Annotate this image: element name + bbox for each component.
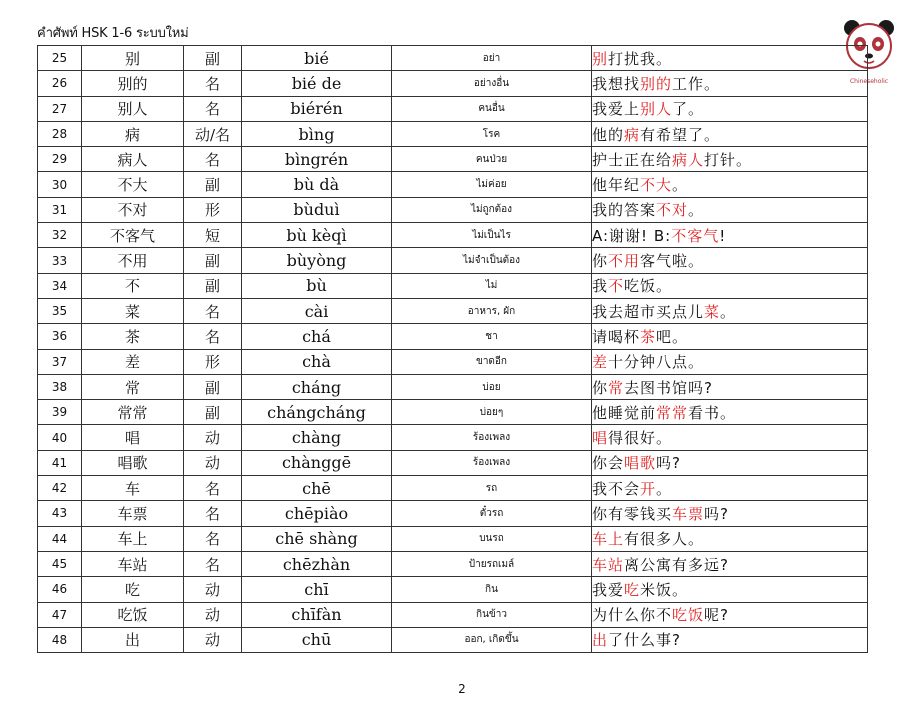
pinyin: bìngrén — [242, 147, 392, 172]
chinese-word: 唱歌 — [82, 450, 184, 475]
row-number: 38 — [38, 374, 82, 399]
chinese-word: 差 — [82, 349, 184, 374]
sentence-text: 吧。 — [656, 327, 689, 346]
part-of-speech: 名 — [184, 526, 242, 551]
part-of-speech: 动 — [184, 602, 242, 627]
highlighted-word: 车票 — [672, 504, 705, 523]
highlighted-word: 菜 — [704, 302, 721, 321]
thai-meaning: ไม่ถูกต้อง — [392, 197, 592, 222]
sentence-text: 有很多人。 — [624, 530, 705, 549]
highlighted-word: 唱歌 — [624, 454, 657, 473]
highlighted-word: 常常 — [656, 403, 689, 422]
table-row — [38, 450, 868, 475]
part-of-speech: 动 — [184, 577, 242, 602]
pinyin: bù — [242, 273, 392, 298]
thai-meaning: ร้องเพลง — [392, 425, 592, 450]
highlighted-word: 别的 — [640, 74, 673, 93]
chinese-word: 别的 — [82, 71, 184, 96]
example-sentence — [592, 349, 868, 374]
pinyin: bié — [242, 46, 392, 71]
chinese-word: 吃饭 — [82, 602, 184, 627]
table-row — [38, 71, 868, 96]
thai-meaning: คนป่วย — [392, 147, 592, 172]
row-number: 40 — [38, 425, 82, 450]
table-row — [38, 627, 868, 652]
highlighted-word: 唱 — [592, 429, 609, 448]
row-number: 45 — [38, 551, 82, 576]
pinyin: biérén — [242, 96, 392, 121]
chinese-word: 出 — [82, 627, 184, 652]
highlighted-word: 不客气 — [671, 226, 720, 245]
page-number: 2 — [458, 682, 466, 696]
row-number: 48 — [38, 627, 82, 652]
pinyin: chànggē — [242, 450, 392, 475]
chinese-word: 别人 — [82, 96, 184, 121]
part-of-speech: 名 — [184, 476, 242, 501]
part-of-speech: 副 — [184, 46, 242, 71]
chinese-word: 不大 — [82, 172, 184, 197]
example-sentence — [592, 400, 868, 425]
chinese-word: 常 — [82, 374, 184, 399]
part-of-speech: 副 — [184, 248, 242, 273]
part-of-speech: 名 — [184, 96, 242, 121]
thai-meaning: บ่อยๆ — [392, 400, 592, 425]
thai-meaning: ตั๋วรถ — [392, 501, 592, 526]
thai-meaning: ไม่ — [392, 273, 592, 298]
pinyin: chī — [242, 577, 392, 602]
highlighted-word: 不对 — [656, 201, 689, 220]
row-number: 30 — [38, 172, 82, 197]
sentence-text: 我想找 — [592, 74, 641, 93]
highlighted-word: 吃 — [624, 580, 641, 599]
pinyin: bù dà — [242, 172, 392, 197]
part-of-speech: 短 — [184, 223, 242, 248]
highlighted-word: 吃饭 — [672, 606, 705, 625]
pinyin: bù kèqì — [242, 223, 392, 248]
table-row — [38, 223, 868, 248]
sentence-text: 看书。 — [688, 403, 737, 422]
part-of-speech: 副 — [184, 273, 242, 298]
row-number: 34 — [38, 273, 82, 298]
table-row — [38, 526, 868, 551]
row-number: 37 — [38, 349, 82, 374]
pinyin: chá — [242, 324, 392, 349]
row-number: 44 — [38, 526, 82, 551]
thai-meaning: ออก, เกิดขึ้น — [392, 627, 592, 652]
sentence-text: 了。 — [672, 100, 705, 119]
table-row — [38, 121, 868, 146]
row-number: 31 — [38, 197, 82, 222]
thai-meaning: ไม่ค่อย — [392, 172, 592, 197]
row-number: 27 — [38, 96, 82, 121]
thai-meaning: ป้ายรถเมล์ — [392, 551, 592, 576]
row-number: 43 — [38, 501, 82, 526]
example-sentence — [592, 577, 868, 602]
row-number: 29 — [38, 147, 82, 172]
part-of-speech: 动 — [184, 627, 242, 652]
thai-meaning: ไม่จำเป็นต้อง — [392, 248, 592, 273]
thai-meaning: บนรถ — [392, 526, 592, 551]
sentence-text: 吗? — [656, 454, 681, 473]
pinyin: cháng — [242, 374, 392, 399]
part-of-speech: 动 — [184, 425, 242, 450]
chinese-word: 别 — [82, 46, 184, 71]
table-row — [38, 147, 868, 172]
chinese-word: 菜 — [82, 298, 184, 323]
part-of-speech: 形 — [184, 349, 242, 374]
thai-meaning: ขาดอีก — [392, 349, 592, 374]
example-sentence — [592, 197, 868, 222]
sentence-text: 离公寓有多远? — [624, 555, 729, 574]
sentence-text: 我不会 — [592, 479, 641, 498]
table-row — [38, 349, 868, 374]
chinese-word: 茶 — [82, 324, 184, 349]
table-row — [38, 324, 868, 349]
chinese-word: 吃 — [82, 577, 184, 602]
sentence-text: 。 — [688, 201, 705, 220]
chinese-word: 车票 — [82, 501, 184, 526]
table-row — [38, 248, 868, 273]
sentence-text: 。 — [672, 176, 689, 195]
pinyin: chēpiào — [242, 501, 392, 526]
example-sentence — [592, 298, 868, 323]
sentence-text: 你 — [592, 378, 609, 397]
row-number: 39 — [38, 400, 82, 425]
highlighted-word: 差 — [592, 353, 609, 372]
highlighted-word: 出 — [592, 631, 609, 650]
logo-text: Chineseholic — [849, 78, 889, 85]
part-of-speech: 名 — [184, 71, 242, 96]
example-sentence — [592, 374, 868, 399]
row-number: 36 — [38, 324, 82, 349]
vocabulary-table — [37, 45, 868, 653]
row-number: 25 — [38, 46, 82, 71]
sentence-text: 打扰我。 — [608, 49, 673, 68]
highlighted-word: 常 — [608, 378, 625, 397]
highlighted-word: 开 — [640, 479, 657, 498]
pinyin: chē — [242, 476, 392, 501]
table-row — [38, 298, 868, 323]
vocabulary-table-body — [38, 46, 868, 653]
sentence-text: 我 — [592, 277, 609, 296]
document-title: คำศัพท์ HSK 1-6 ระบบใหม่ — [37, 26, 189, 41]
sentence-text: ! — [719, 226, 727, 245]
table-row — [38, 400, 868, 425]
thai-meaning: คนอื่น — [392, 96, 592, 121]
sentence-text: 他睡觉前 — [592, 403, 657, 422]
pinyin: bùyòng — [242, 248, 392, 273]
highlighted-word: 不大 — [640, 176, 673, 195]
example-sentence — [592, 476, 868, 501]
table-row — [38, 501, 868, 526]
highlighted-word: 病 — [624, 125, 641, 144]
example-sentence — [592, 71, 868, 96]
sentence-text: 你有零钱买 — [592, 504, 673, 523]
pinyin: bìng — [242, 121, 392, 146]
row-number: 32 — [38, 223, 82, 248]
example-sentence — [592, 96, 868, 121]
sentence-text: 你会 — [592, 454, 625, 473]
sentence-text: 客气啦。 — [640, 252, 705, 271]
pinyin: chàng — [242, 425, 392, 450]
sentence-text: 。 — [656, 479, 673, 498]
chinese-word: 不用 — [82, 248, 184, 273]
part-of-speech: 动/名 — [184, 121, 242, 146]
chinese-word: 不 — [82, 273, 184, 298]
chinese-word: 唱 — [82, 425, 184, 450]
pinyin: chángcháng — [242, 400, 392, 425]
sentence-text: 他年纪 — [592, 176, 641, 195]
table-row — [38, 476, 868, 501]
part-of-speech: 名 — [184, 324, 242, 349]
thai-meaning: อย่า — [392, 46, 592, 71]
row-number: 35 — [38, 298, 82, 323]
example-sentence — [592, 450, 868, 475]
pinyin: cài — [242, 298, 392, 323]
table-row — [38, 602, 868, 627]
table-row — [38, 551, 868, 576]
sentence-text: 了什么事? — [608, 631, 681, 650]
sentence-text: 我的答案 — [592, 201, 657, 220]
thai-meaning: โรค — [392, 121, 592, 146]
highlighted-word: 车上 — [592, 530, 625, 549]
sentence-text: 米饭。 — [640, 580, 689, 599]
sentence-text: 得很好。 — [608, 429, 673, 448]
thai-meaning: รถ — [392, 476, 592, 501]
example-sentence — [592, 248, 868, 273]
example-sentence — [592, 46, 868, 71]
table-row — [38, 273, 868, 298]
table-row — [38, 425, 868, 450]
sentence-text: 工作。 — [672, 74, 721, 93]
example-sentence — [592, 551, 868, 576]
highlighted-word: 不 — [608, 277, 625, 296]
chinese-word: 病人 — [82, 147, 184, 172]
thai-meaning: กิน — [392, 577, 592, 602]
sentence-text: 吃饭。 — [624, 277, 673, 296]
sentence-text: 请喝杯 — [592, 327, 641, 346]
part-of-speech: 名 — [184, 298, 242, 323]
example-sentence — [592, 273, 868, 298]
chinese-word: 车站 — [82, 551, 184, 576]
table-row — [38, 96, 868, 121]
part-of-speech: 副 — [184, 172, 242, 197]
example-sentence — [592, 501, 868, 526]
table-row — [38, 374, 868, 399]
thai-meaning: กินข้าว — [392, 602, 592, 627]
row-number: 28 — [38, 121, 82, 146]
sentence-text: 有希望了。 — [640, 125, 721, 144]
sentence-text: 为什么你不 — [592, 606, 673, 625]
sentence-text: 。 — [720, 302, 737, 321]
row-number: 47 — [38, 602, 82, 627]
part-of-speech: 名 — [184, 501, 242, 526]
sentence-text: 呢? — [704, 606, 729, 625]
table-row — [38, 197, 868, 222]
thai-meaning: ไม่เป็นไร — [392, 223, 592, 248]
highlighted-word: 别人 — [640, 100, 673, 119]
sentence-text: 我爱 — [592, 580, 625, 599]
thai-meaning: อย่างอื่น — [392, 71, 592, 96]
part-of-speech: 名 — [184, 551, 242, 576]
sentence-text: 他的 — [592, 125, 625, 144]
part-of-speech: 动 — [184, 450, 242, 475]
table-row — [38, 577, 868, 602]
sentence-text: A:谢谢! B: — [592, 226, 672, 245]
chinese-word: 车 — [82, 476, 184, 501]
sentence-text: 去图书馆吗? — [624, 378, 713, 397]
pinyin: chēzhàn — [242, 551, 392, 576]
part-of-speech: 形 — [184, 197, 242, 222]
pinyin: bùduì — [242, 197, 392, 222]
part-of-speech: 副 — [184, 400, 242, 425]
pinyin: chīfàn — [242, 602, 392, 627]
pinyin: chē shàng — [242, 526, 392, 551]
highlighted-word: 别 — [592, 49, 609, 68]
row-number: 46 — [38, 577, 82, 602]
chinese-word: 不客气 — [82, 223, 184, 248]
row-number: 33 — [38, 248, 82, 273]
sentence-text: 我爱上 — [592, 100, 641, 119]
chinese-word: 车上 — [82, 526, 184, 551]
thai-meaning: บ่อย — [392, 374, 592, 399]
example-sentence — [592, 147, 868, 172]
example-sentence — [592, 172, 868, 197]
pinyin: bié de — [242, 71, 392, 96]
table-row — [38, 46, 868, 71]
thai-meaning: ชา — [392, 324, 592, 349]
table-row — [38, 172, 868, 197]
sentence-text: 打针。 — [704, 150, 753, 169]
row-number: 41 — [38, 450, 82, 475]
sentence-text: 吗? — [704, 504, 729, 523]
example-sentence — [592, 425, 868, 450]
row-number: 42 — [38, 476, 82, 501]
sentence-text: 你 — [592, 252, 609, 271]
example-sentence — [592, 602, 868, 627]
thai-meaning: อาหาร, ผัก — [392, 298, 592, 323]
thai-meaning: ร้องเพลง — [392, 450, 592, 475]
highlighted-word: 不用 — [608, 252, 641, 271]
highlighted-word: 茶 — [640, 327, 657, 346]
sentence-text: 护士正在给 — [592, 150, 673, 169]
highlighted-word: 车站 — [592, 555, 625, 574]
row-number: 26 — [38, 71, 82, 96]
example-sentence — [592, 121, 868, 146]
part-of-speech: 副 — [184, 374, 242, 399]
sentence-text: 我去超市买点儿 — [592, 302, 705, 321]
sentence-text: 十分钟八点。 — [608, 353, 705, 372]
pinyin: chà — [242, 349, 392, 374]
example-sentence — [592, 324, 868, 349]
example-sentence — [592, 223, 868, 248]
chinese-word: 不对 — [82, 197, 184, 222]
pinyin: chū — [242, 627, 392, 652]
example-sentence — [592, 627, 868, 652]
chinese-word: 常常 — [82, 400, 184, 425]
example-sentence — [592, 526, 868, 551]
part-of-speech: 名 — [184, 147, 242, 172]
highlighted-word: 病人 — [672, 150, 705, 169]
chinese-word: 病 — [82, 121, 184, 146]
